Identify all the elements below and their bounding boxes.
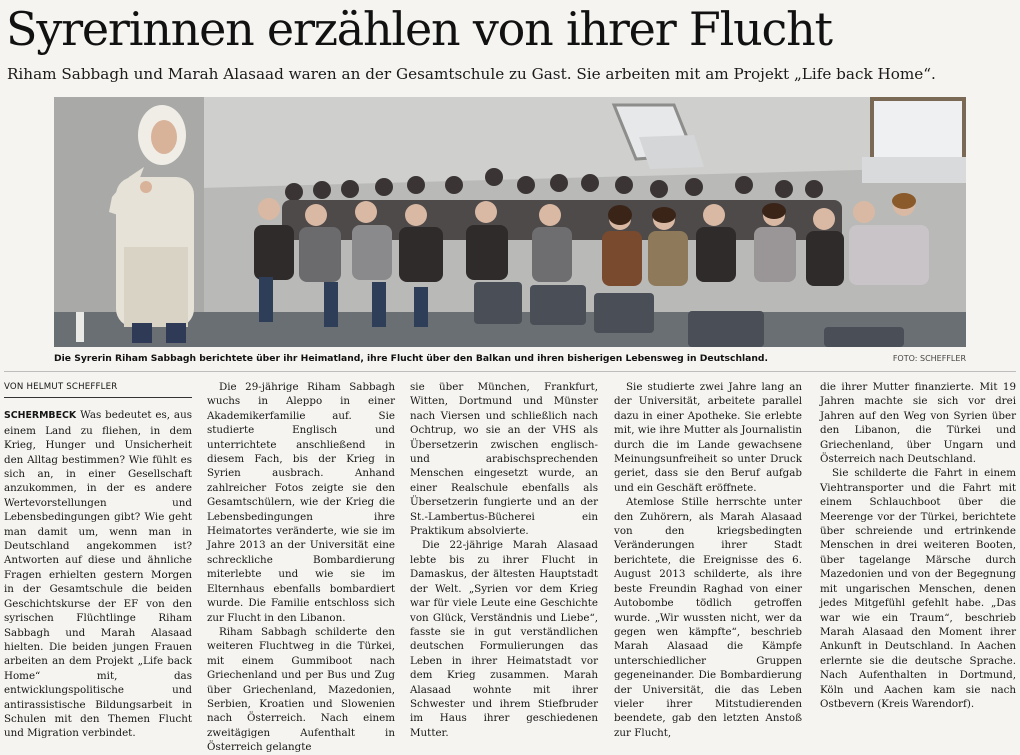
body-paragraph: sie über München, Frankfurt, Witten, Dortmund und Münster nach Viersen und schließlich nach Ochtrup, wo sie an der VHS als Übersetzerin zwischen englisch- und arabischsprechenden Menschen eingesetzt wurde, an einer Realschule ebenfalls als Übersetzerin fungierte und an der St.-Lambertus-Bücherei ein Praktikum absolvierte. bbox=[410, 381, 598, 538]
photo-credit: FOTO: SCHEFFLER bbox=[892, 354, 966, 363]
text-column-2 bbox=[207, 380, 395, 754]
bottle bbox=[76, 312, 84, 342]
body-paragraph: Sie schilderte die Fahrt in einem Viehtransporter und die Fahrt mit einem Schlauchboot über die Meerenge vor der Türkei, berichtete über schreiende und ertrinkende Menschen in drei weiteren Booten, über tagelange Märsche durch Mazedonien und von der Begegnung mit ungarischen Menschen, denen jedes Mitgefühl gefehlt habe. „Das war wie ein Traum“, beschrieb Marah Alasaad den Moment ihrer Ankunft in Deutschland. In Aachen erlernte sie die deutsche Sprache. Nach Aufenthalten in Dortmund, Köln und Aachen kam sie nach Ostbevern (Kreis Warendorf). bbox=[820, 467, 1016, 710]
byline: VON HELMUT SCHEFFLER bbox=[4, 380, 192, 398]
body-paragraph: Riham Sabbagh schilderte den weiteren Fluchtweg in die Türkei, mit einem Gummiboot nach Griechenland und per Bus und Zug über Griechenland, Mazedonien, Serbien, Kroatien und Slowenien nach Österreich. Nach einem zweitägigen Aufenthalt in Österreich gelangte bbox=[207, 625, 395, 754]
skylight-window-right bbox=[862, 99, 966, 183]
photo-caption bbox=[54, 350, 966, 368]
subheadline: Riham Sabbagh und Marah Alasaad waren an der Gesamtschule zu Gast. Sie arbeiten mit am Projekt „Life back Home“. bbox=[7, 65, 936, 83]
text-column-3 bbox=[410, 380, 598, 739]
text-column-1 bbox=[4, 380, 192, 740]
article-photo bbox=[54, 97, 966, 347]
body-paragraph: Sie studierte zwei Jahre lang an der Universität, arbeitete parallel dazu in einer Apotheke. Sie erlebte mit, wie ihre Mutter als Journalistin durch die im Lande gewachsene Meinungsunfreiheit so unter Druck geriet, dass sie den Beruf aufgab und ein Geschäft eröffnete. bbox=[614, 381, 802, 494]
body-paragraph: Die 22-jährige Marah Alasaad lebte bis zu ihrer Flucht in Damaskus, der ältesten Hauptstadt der Welt. „Syrien vor dem Krieg war für viele Leute eine Geschichte von Glück, Verständnis und Liebe“, fasste sie in gut verständlichen deutschen Formulierungen das Leben in ihrer Heimatstadt vor dem Krieg zusammen. Marah Alasaad wohnte mit ihrer Schwester und ihrem Stiefbruder im Haus ihrer geschiedenen Mutter. bbox=[410, 539, 598, 739]
dateline: SCHERMBECK bbox=[4, 410, 77, 422]
classroom-photo-illustration bbox=[54, 97, 966, 347]
headline: Syrerinnen erzählen von ihrer Flucht bbox=[6, 2, 832, 56]
body-paragraph: die ihrer Mutter finanzierte. Mit 19 Jahren machte sie sich vor drei Jahren auf den Weg von Syrien über den Libanon, die Türkei und Griechenland, über Ungarn und Österreich nach Deutschland. bbox=[820, 381, 1016, 466]
body-paragraph: Die 29-jährige Riham Sabbagh wuchs in Aleppo in einer Akademikerfamilie auf. Sie studierte Englisch und unterrichtete anschließend in diesem Fach, bis der Krieg in Syrien ausbrach. Anhand zahlreicher Fotos zeigte sie den Gesamtschülern, wie der Krieg die Lebensbedingungen ihre Heimatortes veränderte, wie sie im Jahre 2013 an der Universität eine schreckliche Bombardierung miterlebte und wie sie im Elternhaus ebenfalls bombardiert wurde. Die Familie entschloss sich zur Flucht in den Libanon. bbox=[207, 381, 395, 624]
lead-paragraph bbox=[4, 408, 192, 740]
caption-divider bbox=[4, 371, 1016, 372]
text-column-5 bbox=[820, 380, 1016, 710]
body-paragraph: Atemlose Stille herrschte unter den Zuhörern, als Marah Alasaad von den kriegsbedingten Veränderungen ihrer Stadt berichtete, die Ereignisse des 6. August 2013 schilderte, als ihre beste Freundin Raghad von einer Autobombe tödlich getroffen wurde. „Wir wussten nicht, wer da gegen wen kämpfte“, beschrieb Marah Alasaad die Kämpfe unterschiedlicher Gruppen gegeneinander. Die Bombardierung der Universität, die das Leben vieler ihrer Mitstudierenden beendete, gab den letzten Anstoß zur Flucht, bbox=[614, 496, 802, 739]
text-column-4 bbox=[614, 380, 802, 739]
caption-text: Die Syrerin Riham Sabbagh berichtete über ihr Heimatland, ihre Flucht über den Balkan und ihren bisherigen Lebensweg in Deutschland. bbox=[54, 353, 768, 364]
lead-paragraph-text: Was bedeutet es, aus einem Land zu fliehen, in dem Krieg, Hunger und Unsicherheit den Alltag bestimmen? Wie fühlt es sich an, in einer Gesellschaft anzukommen, in der es andere Wertevorstellungen und Lebensbedingungen gibt? Wie geht man damit um, wenn man in Deutschland angekommen ist? Antworten auf diese und ähnliche Fragen erhielten gestern Morgen in der Gesamtschule die beiden Geschichtskurse der EF von den syrischen Flüchtlinge Riham Sabbagh und Marah Alasaad hielten. Die beiden jungen Frauen arbeiten an dem Projekt „Life back Home“ mit, das entwicklungspolitische und antirassistische Bildungsarbeit in Schulen mit den Themen Flucht und Migration verbindet. bbox=[4, 409, 192, 740]
